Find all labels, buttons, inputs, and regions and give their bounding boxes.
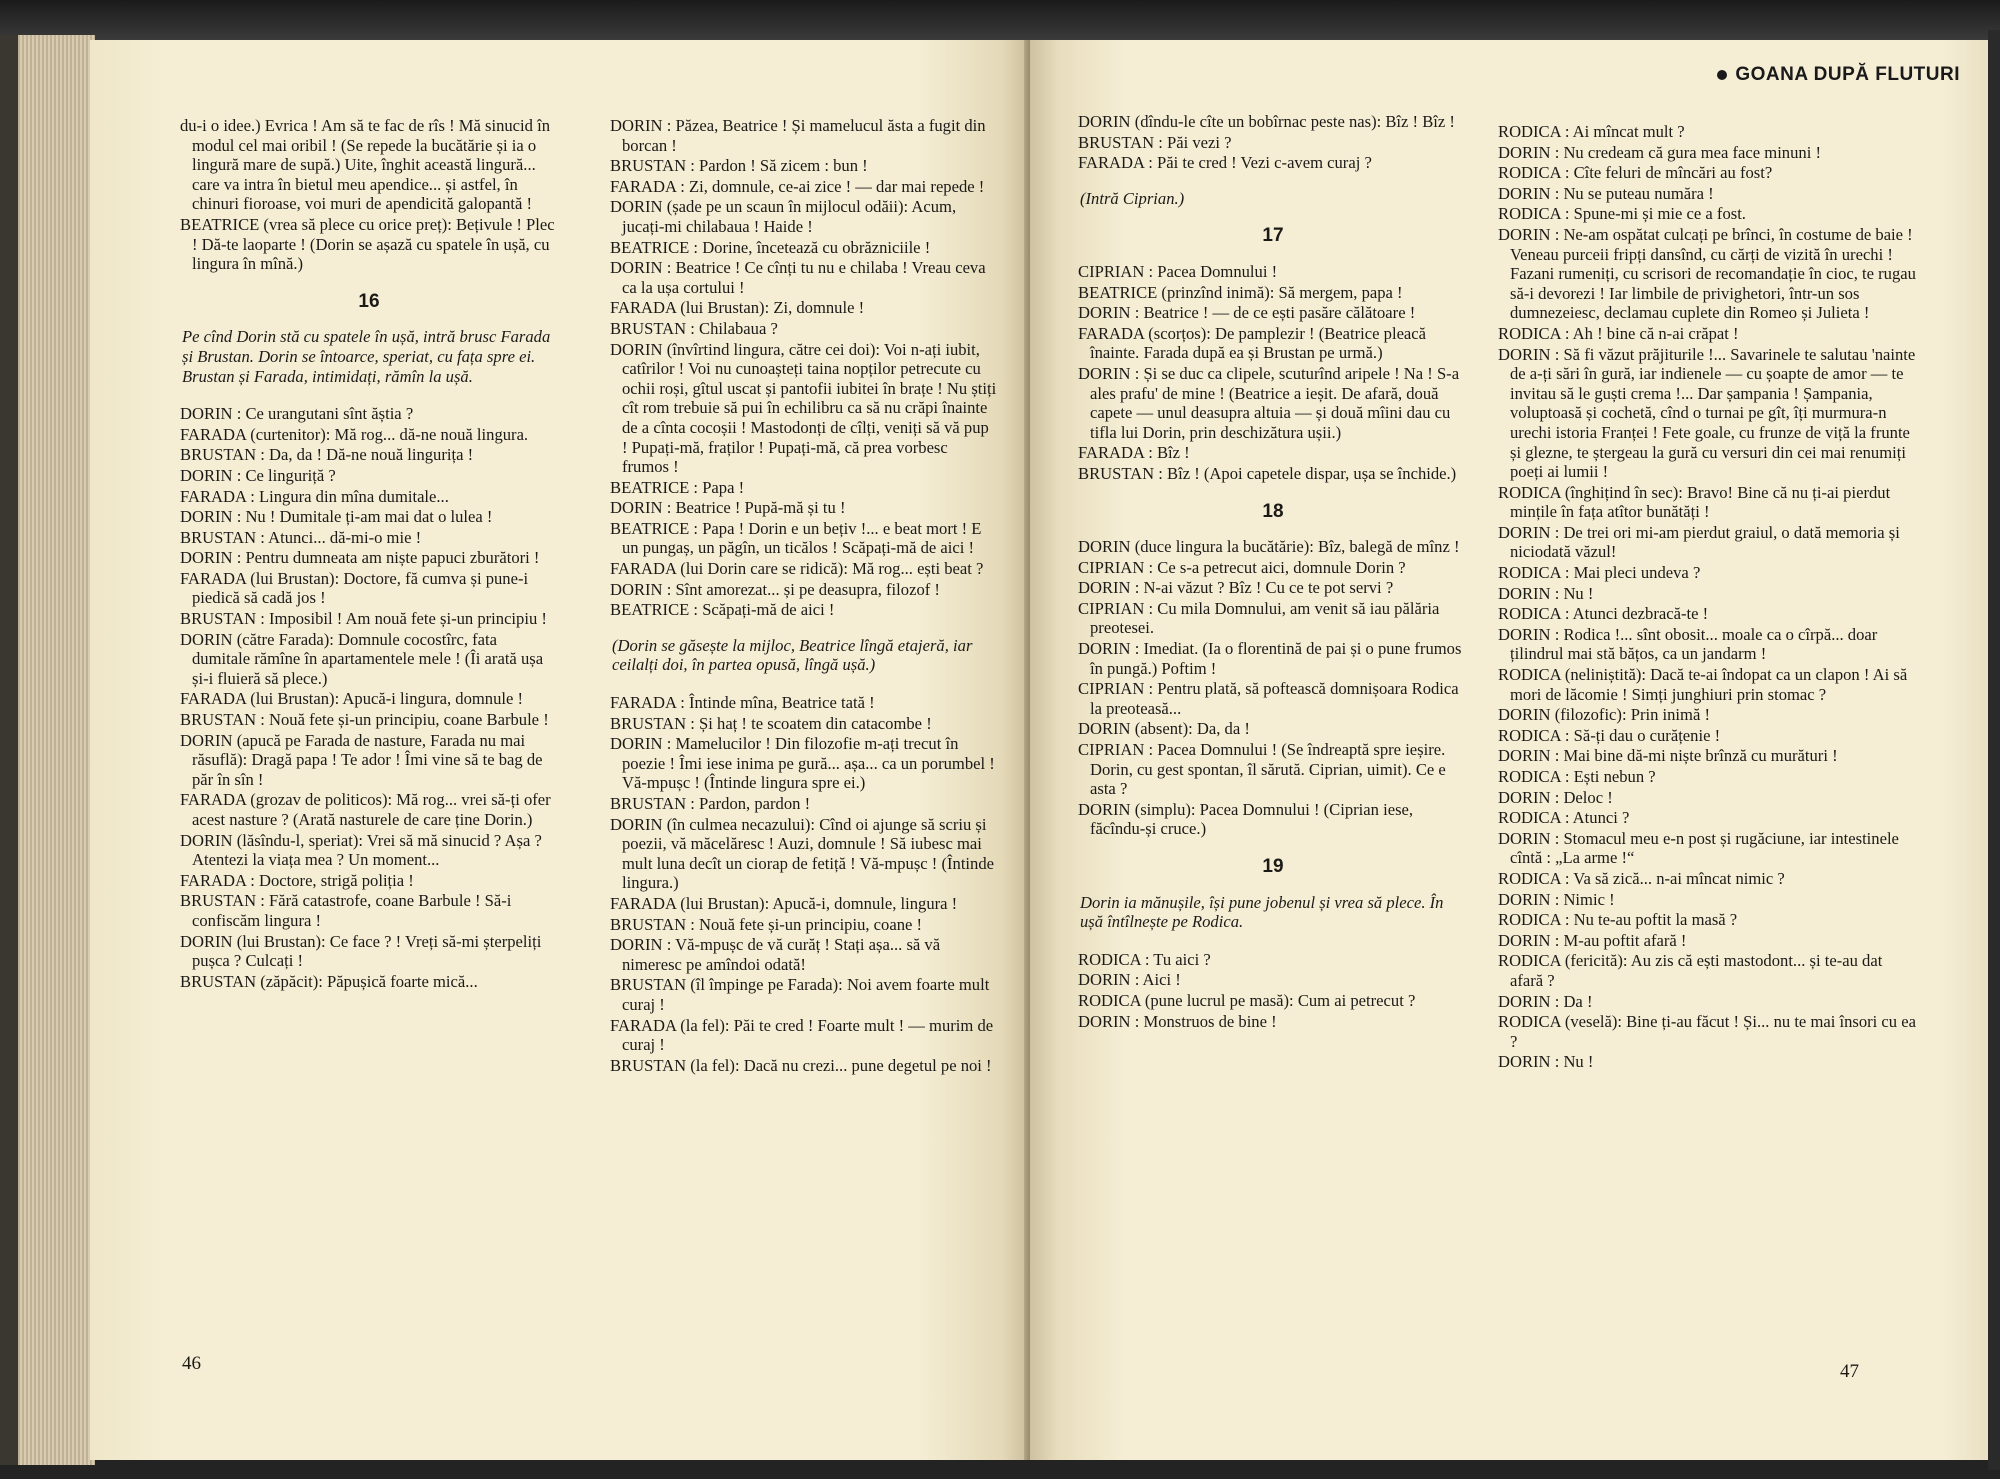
dialogue-line: DORIN : Nu ! Dumitale ți-am mai dat o lulea ! xyxy=(180,507,493,527)
stage-direction: (Dorin se găsește la mijloc, Beatrice lîngă etajeră, iar ceilalți doi, în partea opusă, lîngă ușă.) xyxy=(612,635,973,675)
dialogue-line: RODICA : Cîte feluri de mîncări au fost? xyxy=(1498,163,1773,183)
dialogue-line: FARADA (curtenitor): Mă rog... dă-ne nouă lingura. xyxy=(180,424,529,444)
stage-direction: Dorin ia mănușile, își pune jobenul și vrea să plece. În ușă întîlnește pe Rodica. xyxy=(1080,892,1444,932)
right-page-column-1 xyxy=(1078,112,1468,1032)
dialogue-line: DORIN : Să fi văzut prăjiturile !... Savarinele te salutau 'nainte de a-ți sări în gură, iar indienele — cu șoapte de amor — te invitau să le guști crema !... Dar șampania ! Șampania, voluptoasă și cochetă, cînd o turnai pe gît, îți murmura-n urechi istoria Franței ! Fete goale, cu frunze de viță la frunte și glezne, te ștergeau la gură cu versuri din cei mai renumiți poeți ai lumii ! xyxy=(1498,344,1916,482)
dialogue-line: CIPRIAN : Cu mila Domnului, am venit să iau pălăria preotesei. xyxy=(1078,598,1440,638)
dialogue-line: RODICA : Atunci dezbracă-te ! xyxy=(1498,604,1709,624)
dialogue-line: DORIN (apucă pe Farada de nasture, Farada nu mai răsuflă): Dragă papa ! Te ador ! Îmi vine să te bag de păr în sîn ! xyxy=(180,730,543,789)
dialogue-line: BRUSTAN : Și haț ! te scoatem din catacombe ! xyxy=(610,713,932,733)
dialogue-line: BRUSTAN : Da, da ! Dă-ne nouă lingurița ! xyxy=(180,445,474,465)
dialogue-line: DORIN : Deloc ! xyxy=(1498,787,1613,807)
scene-number: 17 xyxy=(1262,225,1284,247)
dialogue-line: BRUSTAN : Bîz ! (Apoi capetele dispar, ușa se închide.) xyxy=(1078,463,1457,483)
book-right-edge xyxy=(1988,30,2000,1470)
dialogue-line: BRUSTAN (la fel): Dacă nu crezi... pune degetul pe noi ! xyxy=(610,1055,992,1075)
dialogue-line: DORIN (lăsîndu-l, speriat): Vrei să mă sinucid ? Așa ? Atentezi la viața mea ? Un moment... xyxy=(180,830,542,870)
dialogue-line: DORIN : Monstruos de bine ! xyxy=(1078,1011,1277,1031)
dialogue-line: BRUSTAN : Fără catastrofe, coane Barbule ! Să-i confiscăm lingura ! xyxy=(180,891,512,930)
dialogue-line: RODICA (înghițind în sec): Bravo! Bine că nu ți-ai pierdut mințile în fața atîtor bunătăți ! xyxy=(1498,482,1891,522)
dialogue-line: DORIN : Și se duc ca clipele, scuturînd aripele ! Na ! S-a ales prafu' de mine ! (Beatrice a ieșit. De afară, două capete — unul deasupra altuia — și două mîini dau cu tifla lui Dorin, prin deschizătura ușii.) xyxy=(1078,363,1460,442)
dialogue-line: CIPRIAN : Pacea Domnului ! (Se îndreaptă spre ieșire. Dorin, cu gest spontan, îl sărută. Ciprian, uimit). Ce e asta ? xyxy=(1078,740,1446,799)
dialogue-line: DORIN : Rodica !... sînt obosit... moale ca o cîrpă... doar țilindrul mai stă bățos, ca un jandarm ! xyxy=(1498,624,1878,664)
dialogue-line: DORIN : Păzea, Beatrice ! Și mamelucul ăsta a fugit din borcan ! xyxy=(610,116,986,155)
dialogue-line: BEATRICE : Dorine, încetează cu obrăzniciile ! xyxy=(610,237,931,257)
dialogue-line: FARADA (lui Brustan): Apucă-i lingura, domnule ! xyxy=(180,689,524,709)
book-cover-edge xyxy=(0,35,18,1465)
stage-direction: (Intră Ciprian.) xyxy=(1080,188,1185,208)
dialogue-line: RODICA (pune lucrul pe masă): Cum ai petrecut ? xyxy=(1078,990,1416,1010)
dialogue-line: DORIN (filozofic): Prin inimă ! xyxy=(1498,705,1710,725)
dialogue-line: RODICA : Ești nebun ? xyxy=(1498,767,1656,786)
dialogue-line: FARADA (lui Brustan): Apucă-i, domnule, lingura ! xyxy=(610,893,958,913)
left-page-column-2 xyxy=(610,116,998,1076)
dialogue-line: DORIN : Nu credeam că gura mea face minuni ! xyxy=(1498,142,1821,162)
dialogue-line: DORIN (către Farada): Domnule cocostîrc, fata dumitale rămîne în apartamentele mele ! (Îi arată ușa și-i fluieră să plece.) xyxy=(180,629,544,688)
dialogue-line: DORIN : M-au poftit afară ! xyxy=(1498,930,1687,950)
dialogue-line: DORIN (șade pe un scaun în mijlocul odăii): Acum, jucați-mi chilabaua ! Haide ! xyxy=(610,197,957,236)
dialogue-line: DORIN : Ne-am ospătat culcați pe brînci, în costume de baie ! Veneau purceii fripți dansînd, cu cărți de vizită în urechi ! Fazani rumeniți, cu scrisori de recomandație în cioc, te rugau să-i devorezi ! Iar limbile de privighetori, într-un sos dumnezeiesc, declamau cuplete din Romeo și Julieta ! xyxy=(1498,224,1916,323)
dialogue-line: FARADA (grozav de politicos): Mă rog... vrei să-ți ofer acest nasture ? (Arată nasturele de care ține Dorin.) xyxy=(180,790,551,829)
stage-direction: Pe cînd Dorin stă cu spatele în ușă, intră brusc Farada și Brustan. Dorin se întoarce, speriat, cu fața spre ei. Brustan și Farada, intimidați, rămîn la ușă. xyxy=(182,327,551,386)
dialogue-line: RODICA : Ah ! bine că n-ai crăpat ! xyxy=(1498,323,1739,343)
dialogue-line: DORIN : Beatrice ! — de ce ești pasăre călătoare ! xyxy=(1078,303,1416,323)
dialogue-line: DORIN (duce lingura la bucătărie): Bîz, balegă de mînz ! xyxy=(1078,537,1460,557)
page-number-left: 46 xyxy=(182,1353,201,1374)
dialogue-line: DORIN : Vă-mpușc de vă curăț ! Stați așa... să vă nimeresc pe amîndoi odată! xyxy=(610,935,941,974)
dialogue-line: DORIN : Aici ! xyxy=(1078,970,1181,990)
dialogue-line: RODICA (neliniștită): Dacă te-ai îndopat ca un clapon ! Ai să mori de lăcomie ! Simți junghiuri prin stomac ? xyxy=(1498,665,1908,704)
dialogue-line: DORIN : Nu ! xyxy=(1498,1052,1594,1072)
book-top-edge xyxy=(0,0,2000,40)
bullet-icon xyxy=(1717,70,1727,80)
dialogue-line: FARADA (lui Brustan): Zi, domnule ! xyxy=(610,298,865,318)
dialogue-line: BRUSTAN : Pardon ! Să zicem : bun ! xyxy=(610,156,868,176)
dialogue-line: DORIN (în culmea necazului): Cînd oi ajunge să scriu și poezii, vă măcelăresc ! Auzi, domnule ! Să iubesc mai mult luna decît un ciorap de fetiță ! Vă-mpușc ! (Întinde lingura.) xyxy=(610,814,995,893)
dialogue-line: RODICA : Mai pleci undeva ? xyxy=(1498,563,1701,583)
dialogue-line: DORIN (absent): Da, da ! xyxy=(1078,719,1250,739)
dialogue-line: BEATRICE : Scăpați-mă de aici ! xyxy=(610,600,835,620)
scene-number: 16 xyxy=(358,290,380,312)
dialogue-line: DORIN : Mamelucilor ! Din filozofie m-ați trecut în poezie ! Îmi iese inima pe gură... așa... ca un porumbel ! Vă-mpușc ! (Întinde lingura spre ei.) xyxy=(610,734,995,793)
dialogue-line: DORIN : Ce urangutani sînt ăștia ? xyxy=(180,404,414,424)
dialogue-line: BEATRICE : Papa ! Dorin e un bețiv !... e beat mort ! E un pungaș, un păgîn, un ticălos ! Scăpați-mă de aici ! xyxy=(610,518,982,558)
dialogue-line: BEATRICE (prinzînd inimă): Să mergem, papa ! xyxy=(1078,282,1403,302)
right-page xyxy=(1030,40,1990,1460)
dialogue-line: BEATRICE : Papa ! xyxy=(610,477,745,497)
dialogue-line: BEATRICE (vrea să plece cu orice preț): Bețivule ! Plec ! Dă-te laoparte ! (Dorin se așază cu spatele în ușă, cu lingura în mînă.) xyxy=(180,214,555,274)
dialogue-line: BRUSTAN : Atunci... dă-mi-o mie ! xyxy=(180,527,422,547)
dialogue-line: DORIN : Beatrice ! Ce cînți tu nu e chilaba ! Vreau ceva ca la ușa cortului ! xyxy=(610,258,986,297)
dialogue-line: FARADA : Zi, domnule, ce-ai zice ! — dar mai repede ! xyxy=(610,176,985,196)
running-header-title: GOANA DUPĂ FLUTURI xyxy=(1735,64,1960,85)
dialogue-line: DORIN : Imediat. (Ia o florentină de pai și o pune frumos în pungă.) Poftim ! xyxy=(1078,639,1462,678)
dialogue-line: DORIN : Beatrice ! Pupă-mă și tu ! xyxy=(610,498,846,518)
dialogue-line: BRUSTAN : Imposibil ! Am nouă fete și-un principiu ! xyxy=(180,609,547,629)
left-page-column-1 xyxy=(180,116,558,992)
dialogue-line: FARADA : Bîz ! xyxy=(1078,443,1190,463)
dialogue-line: RODICA (veselă): Bine ți-au făcut ! Și... nu te mai însori cu ea ? xyxy=(1498,1012,1916,1051)
dialogue-line: RODICA : Nu te-au poftit la masă ? xyxy=(1498,910,1738,930)
dialogue-line: DORIN : Pentru dumneata am niște papuci zburători ! xyxy=(180,548,540,568)
dialogue-line: RODICA : Va să zică... n-ai mîncat nimic ? xyxy=(1498,868,1785,888)
dialogue-line: DORIN : Ce linguriță ? xyxy=(180,465,336,485)
running-header xyxy=(1717,64,1960,86)
dialogue-line: RODICA : Să-ți dau o curățenie ! xyxy=(1498,725,1721,745)
dialogue-line: FARADA (scorțos): De pamplezir ! (Beatrice pleacă înainte. Farada după ea și Brustan pe urmă.) xyxy=(1078,323,1427,363)
dialogue-line: DORIN (învîrtind lingura, către cei doi): Voi n-ați iubit, catîrilor ! Voi nu cunoașteți taina nopților petrecute cu ochii roși, gîtul uscat și pantofii iubitei în brațe ! Nu știți cît rom trebuie să pui în echilibru ca să nu crăpi înainte de a cînta cocoșii ! Mastodonți de cîlți, veniți să vă pup ! Pupați-mă, fraților ! Pupați-mă, că prea vorbesc frumos ! xyxy=(610,339,997,477)
dialogue-line: BRUSTAN : Pardon, pardon ! xyxy=(610,794,811,813)
dialogue-line: FARADA (lui Brustan): Doctore, fă cumva și pune-i piedică să cadă jos ! xyxy=(180,568,529,608)
dialogue-line: DORIN : Stomacul meu e-n post și rugăciune, iar intestinele cîntă : „La arme !“ xyxy=(1498,828,1899,868)
dialogue-line: FARADA (la fel): Păi te cred ! Foarte mult ! — murim de curaj ! xyxy=(610,1015,994,1055)
dialogue-line: BRUSTAN : Nouă fete și-un principiu, coane ! xyxy=(610,914,923,934)
dialogue-line: FARADA : Întinde mîna, Beatrice tată ! xyxy=(610,693,875,713)
left-page xyxy=(90,40,1030,1460)
dialogue-line: DORIN : Nu ! xyxy=(1498,583,1594,603)
dialogue-line: DORIN : Nu se puteau număra ! xyxy=(1498,183,1714,203)
dialogue-line: RODICA (fericită): Au zis că ești mastodont... și te-au dat afară ? xyxy=(1498,951,1883,990)
scene-number: 18 xyxy=(1262,500,1284,522)
dialogue-line: CIPRIAN : Ce s-a petrecut aici, domnule Dorin ? xyxy=(1078,557,1406,577)
dialogue-line: FARADA : Doctore, strigă poliția ! xyxy=(180,870,414,890)
scene-number: 19 xyxy=(1262,856,1284,877)
dialogue-line: BRUSTAN : Păi vezi ? xyxy=(1078,132,1232,152)
dialogue-line: DORIN (lui Brustan): Ce face ? ! Vreți să-mi șterpeliți pușca ? Culcați ! xyxy=(180,931,542,971)
dialogue-line: FARADA (lui Dorin care se ridică): Mă rog... ești beat ? xyxy=(610,559,984,579)
dialogue-line: FARADA : Lingura din mîna dumitale... xyxy=(180,486,449,506)
dialogue-line: CIPRIAN : Pacea Domnului ! xyxy=(1078,261,1278,281)
dialogue-line: RODICA : Atunci ? xyxy=(1498,808,1630,828)
dialogue-line: RODICA : Ai mîncat mult ? xyxy=(1498,122,1685,141)
dialogue-line: DORIN : Da ! xyxy=(1498,991,1593,1011)
dialogue-line: RODICA : Spune-mi și mie ce a fost. xyxy=(1498,204,1746,224)
dialogue-line: DORIN : De trei ori mi-am pierdut graiul, o dată memoria și niciodată văzul! xyxy=(1498,522,1900,562)
dialogue-line: DORIN (simplu): Pacea Domnului ! (Ciprian iese, făcîndu-și cruce.) xyxy=(1078,799,1414,839)
dialogue-line: BRUSTAN : Nouă fete și-un principiu, coane Barbule ! xyxy=(180,710,549,730)
right-page-column-2 xyxy=(1498,122,1916,1073)
dialogue-line: BRUSTAN (îl împinge pe Farada): Noi avem foarte mult curaj ! xyxy=(610,975,990,1014)
dialogue-line: DORIN (dîndu-le cîte un bobîrnac peste nas): Bîz ! Bîz ! xyxy=(1078,112,1455,131)
dialogue-line: CIPRIAN : Pentru plată, să poftească domnișoara Rodica la preoteasă... xyxy=(1078,679,1459,718)
dialogue-line: DORIN : Mai bine dă-mi niște brînză cu murături ! xyxy=(1498,746,1838,766)
dialogue-line: FARADA : Păi te cred ! Vezi c-avem curaj ? xyxy=(1078,153,1372,173)
dialogue-line: BRUSTAN (zăpăcit): Păpușică foarte mică... xyxy=(180,971,478,991)
dialogue-line: RODICA : Tu aici ? xyxy=(1078,949,1211,969)
dialogue-line: DORIN : Nimic ! xyxy=(1498,889,1615,909)
dialogue-line: du-i o idee.) Evrica ! Am să te fac de rîs ! Mă sinucid în modul cel mai oribil ! (Se repede la bucătărie și ia o lingură mare de supă.) Uite, înghit această lingură... care va intra în bietul meu apendice... și astfel, în chinuri fioroase, voi muri de apendicită galopantă ! xyxy=(180,116,551,214)
dialogue-line: DORIN : N-ai văzut ? Bîz ! Cu ce te pot servi ? xyxy=(1078,578,1394,598)
page-number-right: 47 xyxy=(1840,1361,1859,1382)
dialogue-line: DORIN : Sînt amorezat... și pe deasupra, filozof ! xyxy=(610,579,940,599)
dialogue-line: BRUSTAN : Chilabaua ? xyxy=(610,318,778,338)
